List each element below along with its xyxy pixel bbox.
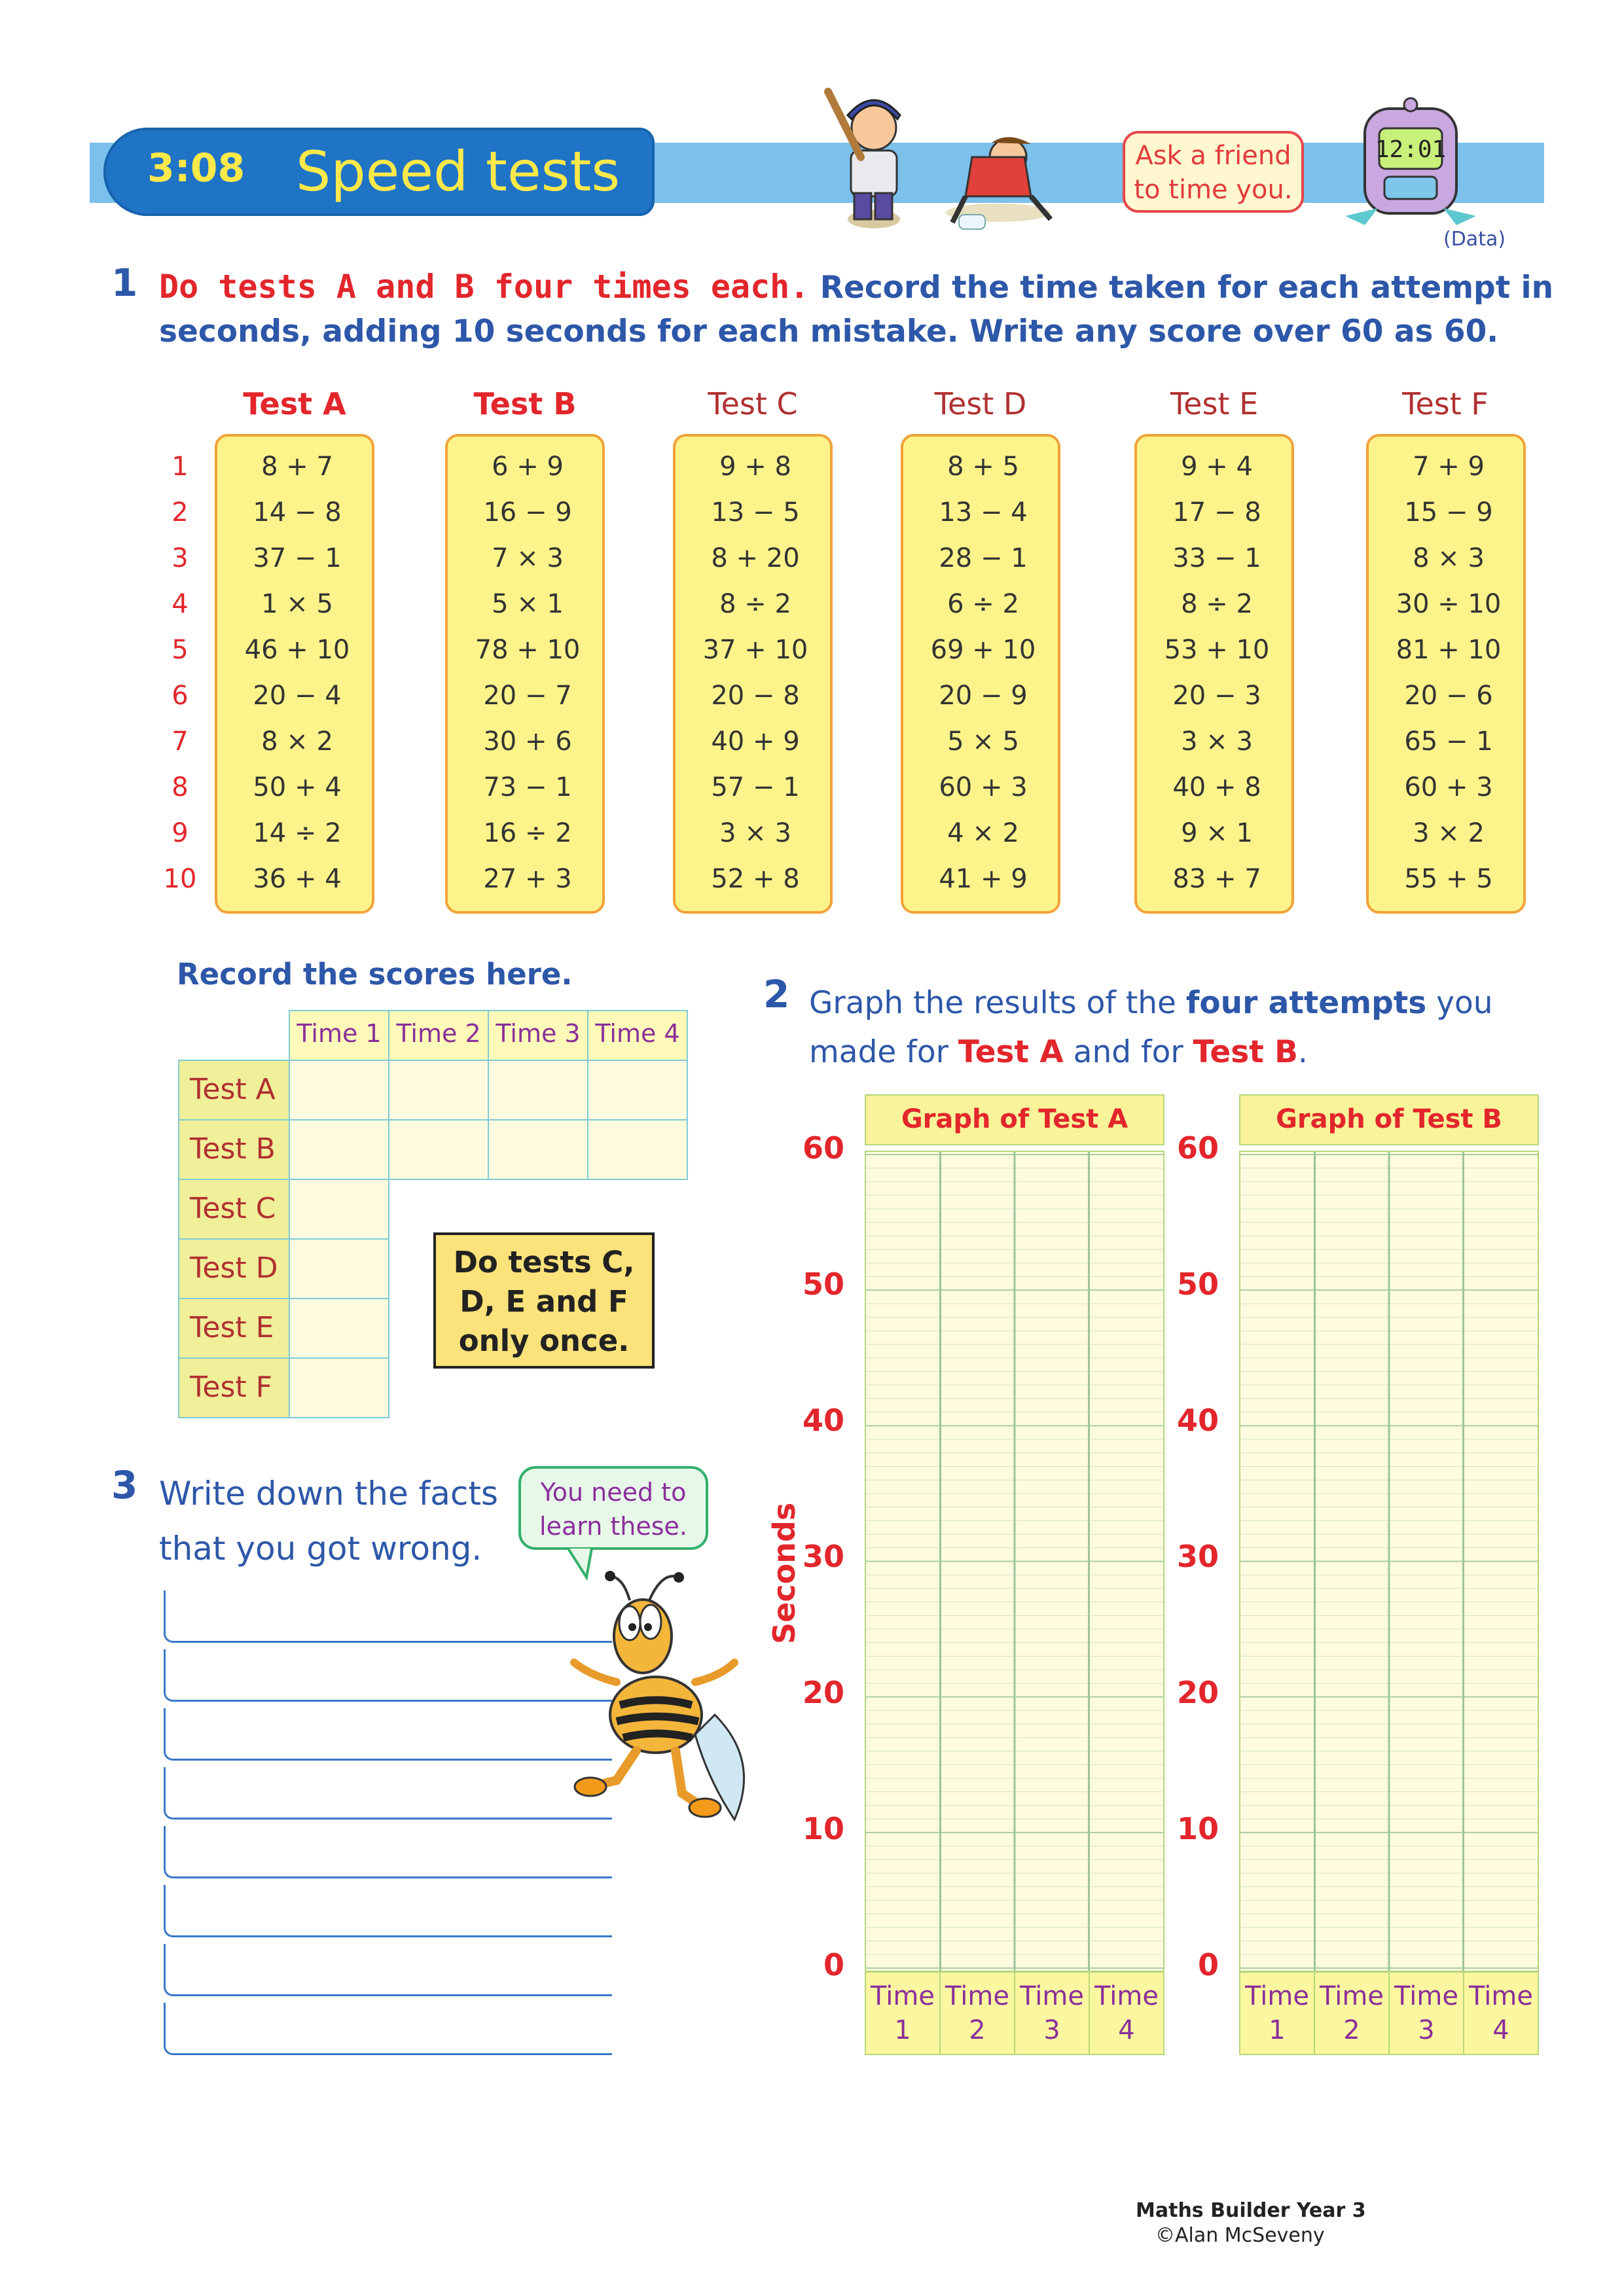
test-item: 78 + 10 xyxy=(475,635,581,665)
col-head-time-1: Time 1 xyxy=(289,1010,389,1061)
score-cell-b-3[interactable] xyxy=(488,1119,588,1180)
test-item: 5 × 5 xyxy=(947,726,1019,757)
score-cell-a-3[interactable] xyxy=(488,1060,588,1121)
test-d-header: Test D xyxy=(934,386,1027,422)
time-word: Time xyxy=(1320,1981,1384,2011)
q2-text-b: you made for xyxy=(809,985,1493,1070)
test-item: 28 − 1 xyxy=(939,543,1028,573)
time-word: Time xyxy=(945,1981,1009,2011)
footer-copyright: ©Alan McSeveny xyxy=(1155,2224,1325,2247)
test-item: 17 − 8 xyxy=(1172,497,1261,528)
row-number: 4 xyxy=(171,589,189,619)
question-2-text xyxy=(809,978,1529,1077)
y-tick-a: 20 xyxy=(802,1675,844,1710)
y-tick-b: 0 xyxy=(1197,1947,1219,1982)
speech-line-2: learn these. xyxy=(539,1512,687,1541)
q3-line-2: that you got wrong. xyxy=(159,1530,482,1568)
row-number: 8 xyxy=(171,772,189,802)
test-f-box xyxy=(1366,434,1526,914)
answer-line[interactable] xyxy=(164,1767,612,1820)
q2-bold-test-b: Test B xyxy=(1193,1034,1298,1070)
score-cell-a-2[interactable] xyxy=(388,1060,489,1121)
time-number: 3 xyxy=(1418,2015,1435,2045)
test-item: 8 ÷ 2 xyxy=(719,589,791,619)
answer-line[interactable] xyxy=(164,1590,612,1643)
graph-b-title: Graph of Test B xyxy=(1239,1094,1539,1145)
test-item: 8 ÷ 2 xyxy=(1181,589,1253,619)
graph-b-time-2 xyxy=(1314,1971,1390,2055)
y-tick-a: 60 xyxy=(802,1130,844,1166)
score-cell-c-1[interactable] xyxy=(289,1179,389,1240)
footer-book-title: Maths Builder Year 3 xyxy=(1136,2199,1366,2222)
test-item: 53 + 10 xyxy=(1164,635,1270,665)
test-item: 16 − 9 xyxy=(483,497,572,528)
svg-text:12:01: 12:01 xyxy=(1375,136,1447,163)
graph-b-time-4 xyxy=(1463,1971,1539,2055)
test-item: 65 − 1 xyxy=(1404,726,1493,757)
q2-text-c: and for xyxy=(1063,1034,1193,1070)
test-item: 8 + 5 xyxy=(947,452,1019,482)
test-item: 73 − 1 xyxy=(483,772,572,802)
graph-b-grid xyxy=(1240,1152,1538,1971)
q2-bold-test-a: Test A xyxy=(958,1034,1064,1070)
score-cell-a-4[interactable] xyxy=(587,1060,688,1121)
time-number: 3 xyxy=(1043,2015,1060,2045)
q2-bold-attempts: four attempts xyxy=(1185,985,1427,1021)
test-item: 37 − 1 xyxy=(253,543,342,573)
score-cell-d-1[interactable] xyxy=(289,1238,389,1299)
test-e-header: Test E xyxy=(1170,386,1259,422)
test-item: 13 − 5 xyxy=(711,497,800,528)
test-item: 6 ÷ 2 xyxy=(947,589,1019,619)
test-item: 5 × 1 xyxy=(492,589,564,619)
question-3-number: 3 xyxy=(111,1463,138,1507)
row-number: 3 xyxy=(171,543,189,573)
test-b-header: Test B xyxy=(473,386,577,422)
test-item: 1 × 5 xyxy=(261,589,333,619)
answer-line[interactable] xyxy=(164,1944,612,1996)
test-item: 7 + 9 xyxy=(1413,452,1485,482)
question-3-text xyxy=(159,1466,526,1576)
col-head-time-3: Time 3 xyxy=(488,1010,588,1061)
graph-a-time-1 xyxy=(865,1971,941,2055)
y-tick-a: 40 xyxy=(802,1403,844,1438)
y-tick-a: 0 xyxy=(823,1947,844,1982)
test-item: 81 + 10 xyxy=(1396,635,1502,665)
test-item: 20 − 6 xyxy=(1404,681,1493,711)
row-number: 7 xyxy=(171,726,189,757)
test-item: 8 + 7 xyxy=(261,452,333,482)
time-word: Time xyxy=(1469,1981,1533,2011)
q2-text-a: Graph the results of the xyxy=(809,985,1186,1021)
test-item: 3 × 3 xyxy=(719,818,791,848)
test-item: 57 − 1 xyxy=(711,772,800,802)
y-tick-b: 20 xyxy=(1176,1675,1219,1710)
y-tick-b: 40 xyxy=(1176,1403,1219,1438)
question-2-number: 2 xyxy=(763,972,790,1016)
ask-friend-note xyxy=(1123,131,1304,213)
once-note xyxy=(433,1232,655,1369)
row-number: 1 xyxy=(171,452,189,482)
test-item: 83 + 7 xyxy=(1172,864,1261,894)
y-tick-b: 10 xyxy=(1176,1811,1219,1846)
y-tick-a: 30 xyxy=(802,1539,844,1574)
test-a-header: Test A xyxy=(243,386,346,422)
question-1-emphasis: Do tests A and B four times each. xyxy=(159,268,810,306)
score-cell-f-1[interactable] xyxy=(289,1357,389,1418)
time-word: Time xyxy=(1245,1981,1309,2011)
once-note-line-2: D, E and F xyxy=(460,1284,628,1319)
time-number: 1 xyxy=(1269,2015,1286,2045)
time-word: Time xyxy=(1020,1981,1084,2011)
y-tick-a: 50 xyxy=(802,1266,844,1302)
test-item: 60 + 3 xyxy=(939,772,1028,802)
test-item: 69 + 10 xyxy=(930,635,1036,665)
once-note-line-3: only once. xyxy=(458,1323,630,1358)
test-item: 30 ÷ 10 xyxy=(1396,589,1502,619)
row-head-test-c: Test C xyxy=(178,1179,290,1240)
q3-line-1: Write down the facts xyxy=(159,1475,499,1513)
time-word: Time xyxy=(871,1981,935,2011)
test-c-box xyxy=(673,434,833,914)
row-number: 2 xyxy=(171,497,189,528)
test-item: 9 × 1 xyxy=(1181,818,1253,848)
test-item: 27 + 3 xyxy=(483,864,572,894)
graph-a-grid xyxy=(866,1152,1163,1971)
test-item: 13 − 4 xyxy=(939,497,1028,528)
test-f-header: Test F xyxy=(1402,386,1489,422)
test-item: 20 − 9 xyxy=(939,681,1028,711)
ask-friend-line-2: to time you. xyxy=(1134,175,1293,205)
test-a-box xyxy=(215,434,374,914)
graph-b-time-1 xyxy=(1239,1971,1315,2055)
answer-line[interactable] xyxy=(164,1649,612,1702)
row-number: 6 xyxy=(171,681,189,711)
y-tick-b: 30 xyxy=(1176,1539,1219,1574)
once-note-line-1: Do tests C, xyxy=(453,1245,635,1280)
score-cell-b-2[interactable] xyxy=(388,1119,489,1180)
time-number: 4 xyxy=(1118,2015,1135,2045)
row-head-test-d: Test D xyxy=(178,1238,290,1299)
test-item: 6 + 9 xyxy=(492,452,564,482)
test-item: 20 − 7 xyxy=(483,681,572,711)
test-b-box xyxy=(445,434,605,914)
test-item: 16 ÷ 2 xyxy=(483,818,572,848)
test-item: 14 − 8 xyxy=(253,497,342,528)
test-item: 50 + 4 xyxy=(253,772,342,802)
test-item: 14 ÷ 2 xyxy=(253,818,342,848)
col-head-time-4: Time 4 xyxy=(587,1010,688,1061)
test-item: 20 − 8 xyxy=(711,681,800,711)
row-number: 9 xyxy=(171,818,189,848)
test-item: 40 + 8 xyxy=(1172,772,1261,802)
test-item: 37 + 10 xyxy=(702,635,808,665)
test-item: 40 + 9 xyxy=(711,726,800,757)
score-cell-b-4[interactable] xyxy=(587,1119,688,1180)
test-item: 7 × 3 xyxy=(492,543,564,573)
test-item: 8 × 2 xyxy=(261,726,333,757)
page-title: Speed tests xyxy=(296,139,621,204)
y-tick-b: 50 xyxy=(1176,1266,1219,1302)
test-item: 8 × 3 xyxy=(1413,543,1485,573)
test-item: 20 − 3 xyxy=(1172,681,1261,711)
time-number: 4 xyxy=(1492,2015,1509,2045)
test-e-box xyxy=(1134,434,1294,914)
row-number: 10 xyxy=(163,864,197,894)
time-number: 2 xyxy=(1343,2015,1360,2045)
graph-a-plot-area[interactable] xyxy=(865,1151,1164,1972)
graph-a-title: Graph of Test A xyxy=(865,1094,1164,1145)
graph-b-time-3 xyxy=(1388,1971,1464,2055)
row-number: 5 xyxy=(171,635,189,665)
question-1-text xyxy=(159,265,1560,353)
time-word: Time xyxy=(1394,1981,1458,2011)
row-head-test-b: Test B xyxy=(178,1119,290,1180)
graph-a-time-4 xyxy=(1089,1971,1164,2055)
answer-line[interactable] xyxy=(164,2003,612,2055)
graph-a-time-2 xyxy=(939,1971,1015,2055)
col-head-time-2: Time 2 xyxy=(388,1010,489,1061)
test-item: 20 − 4 xyxy=(253,681,342,711)
question-1-instructions: Record the time taken for each attempt in seconds, adding 10 seconds for each mistake. Write any score over 60 as 60. xyxy=(159,270,1554,350)
test-item: 41 + 9 xyxy=(939,864,1028,894)
time-number: 1 xyxy=(894,2015,911,2045)
row-head-test-e: Test E xyxy=(178,1298,290,1359)
test-item: 9 + 4 xyxy=(1181,452,1253,482)
test-item: 3 × 2 xyxy=(1413,818,1485,848)
test-item: 3 × 3 xyxy=(1181,726,1253,757)
speech-bubble xyxy=(518,1466,708,1550)
answer-line[interactable] xyxy=(164,1708,612,1761)
score-cell-b-1[interactable] xyxy=(289,1119,389,1180)
answer-line[interactable] xyxy=(164,1826,612,1878)
y-axis-label: Seconds xyxy=(767,1502,802,1644)
test-item: 9 + 8 xyxy=(719,452,791,482)
test-item: 15 − 9 xyxy=(1404,497,1493,528)
test-item: 8 + 20 xyxy=(711,543,800,573)
y-tick-b: 60 xyxy=(1176,1130,1219,1166)
graph-b-plot-area[interactable] xyxy=(1239,1151,1539,1972)
test-d-box xyxy=(901,434,1060,914)
test-c-header: Test C xyxy=(708,386,798,422)
answer-line[interactable] xyxy=(164,1885,612,1937)
score-cell-e-1[interactable] xyxy=(289,1298,389,1359)
q2-text-d: . xyxy=(1297,1034,1308,1070)
score-cell-a-1[interactable] xyxy=(289,1060,389,1121)
time-number: 2 xyxy=(969,2015,986,2045)
y-tick-a: 10 xyxy=(802,1811,844,1846)
stopwatch-icon xyxy=(1339,97,1483,228)
baseball-kids-illustration xyxy=(802,79,1077,242)
test-item: 36 + 4 xyxy=(253,864,342,894)
test-item: 46 + 10 xyxy=(244,635,350,665)
data-strand-tag: (Data) xyxy=(1443,228,1506,251)
bee-illustration xyxy=(564,1564,767,1846)
test-item: 55 + 5 xyxy=(1404,864,1493,894)
test-item: 30 + 6 xyxy=(483,726,572,757)
question-1-number: 1 xyxy=(111,260,138,305)
test-item: 52 + 8 xyxy=(711,864,800,894)
test-item: 33 − 1 xyxy=(1172,543,1261,573)
row-head-test-a: Test A xyxy=(178,1060,290,1121)
graph-a-time-3 xyxy=(1014,1971,1090,2055)
ask-friend-line-1: Ask a friend xyxy=(1135,141,1291,171)
section-number: 3:08 xyxy=(147,145,245,191)
speech-line-1: You need to xyxy=(540,1478,687,1507)
record-scores-title: Record the scores here. xyxy=(177,957,573,992)
test-item: 4 × 2 xyxy=(947,818,1019,848)
row-head-test-f: Test F xyxy=(178,1357,290,1418)
time-word: Time xyxy=(1094,1981,1159,2011)
test-item: 60 + 3 xyxy=(1404,772,1493,802)
